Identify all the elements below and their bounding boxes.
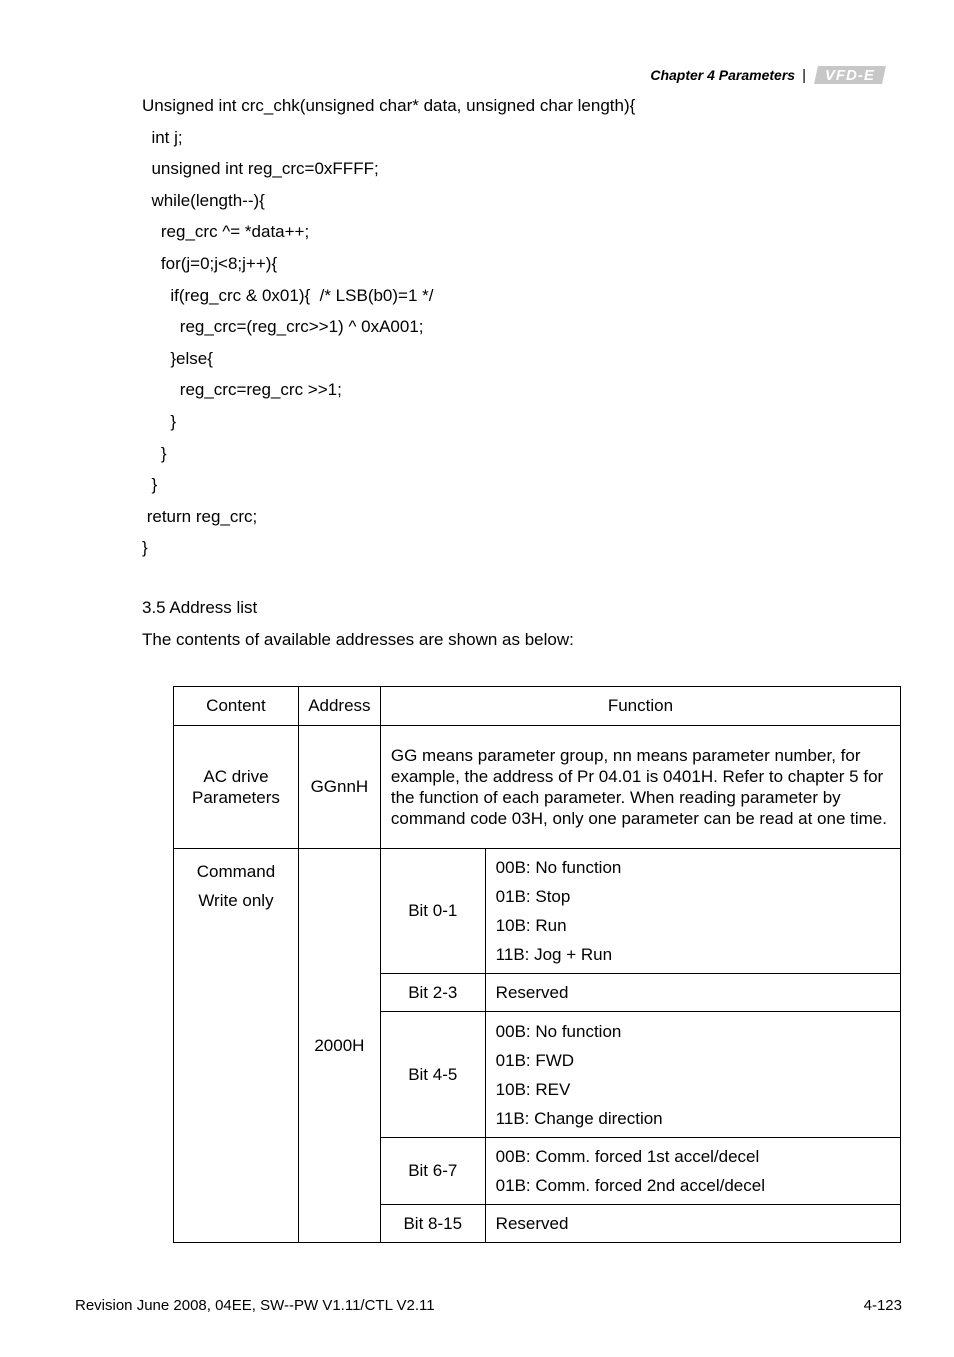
header-address: Address xyxy=(298,687,380,726)
code-line: if(reg_crc & 0x01){ /* LSB(b0)=1 */ xyxy=(142,285,434,305)
vfd-e-logo xyxy=(814,66,886,84)
header-content: Content xyxy=(174,687,299,726)
option-item: Reserved xyxy=(495,1214,569,1233)
code-line: } xyxy=(142,411,177,431)
code-line: } xyxy=(142,475,158,495)
table-row xyxy=(174,849,901,974)
option-item: 01B: Comm. forced 2nd accel/decel xyxy=(495,1176,765,1195)
code-line: unsigned int reg_crc=0xFFFF; xyxy=(142,159,379,179)
bit-label: Bit 0-1 xyxy=(380,849,485,974)
code-line: while(length--){ xyxy=(142,190,265,210)
bit-label: Bit 2-3 xyxy=(380,974,485,1012)
option-item: 00B: No function xyxy=(495,858,622,877)
bit-options xyxy=(485,1012,900,1138)
header-separator: | xyxy=(802,66,806,84)
code-line: }else{ xyxy=(142,348,213,368)
bit-options xyxy=(485,974,900,1012)
bit-label: Bit 8-15 xyxy=(380,1205,485,1243)
code-line: } xyxy=(142,443,167,463)
address-list-table xyxy=(173,686,901,1243)
code-line: Unsigned int crc_chk(unsigned char* data, unsigned char length){ xyxy=(142,96,636,115)
option-item: 10B: REV xyxy=(495,1079,571,1099)
chapter-title: Chapter 4 Parameters xyxy=(650,67,796,83)
bit-label: Bit 4-5 xyxy=(380,1012,485,1138)
command-label: Command xyxy=(196,862,276,881)
bit-options xyxy=(485,1138,900,1205)
function-ggnnh xyxy=(380,726,900,849)
option-item: 11B: Jog + Run xyxy=(495,945,613,964)
option-item: Reserved xyxy=(495,983,569,1002)
write-only-label: Write only xyxy=(198,891,274,910)
code-line: } xyxy=(142,538,148,558)
bit-options xyxy=(485,1205,900,1243)
option-item: 01B: Stop xyxy=(495,887,571,906)
option-item: 11B: Change direction xyxy=(495,1108,663,1128)
code-line: reg_crc=(reg_crc>>1) ^ 0xA001; xyxy=(142,317,424,337)
code-line: return reg_crc; xyxy=(142,506,258,526)
address-ggnnh: GGnnH xyxy=(298,726,380,849)
address-2000h: 2000H xyxy=(298,849,380,1243)
crc-code-block xyxy=(142,90,635,564)
function-text: GG means parameter group, nn means parameter number, for example, the address of Pr 04.01 is 0401H. Refer to chapter 5 for the function of each parameter. When reading parameter by command code 03H, only one parameter can be read at one time. xyxy=(390,746,887,828)
page-header xyxy=(650,66,884,84)
bit-options xyxy=(485,849,900,974)
page-number: 4-123 xyxy=(863,1297,902,1314)
code-line: reg_crc ^= *data++; xyxy=(142,222,310,242)
code-line: for(j=0;j<8;j++){ xyxy=(142,253,278,273)
intro-text: The contents of available addresses are shown as below: xyxy=(142,630,574,649)
option-item: 01B: FWD xyxy=(495,1050,575,1070)
header-function: Function xyxy=(380,687,900,726)
option-item: 00B: No function xyxy=(495,1021,622,1041)
option-item: 00B: Comm. forced 1st accel/decel xyxy=(495,1147,760,1166)
code-line: int j; xyxy=(142,127,183,147)
section-title: 3.5 Address list xyxy=(142,598,258,617)
code-line: reg_crc=reg_crc >>1; xyxy=(142,380,342,400)
bit-label: Bit 6-7 xyxy=(380,1138,485,1205)
footer-revision: Revision June 2008, 04EE, SW--PW V1.11/CTL V2.11 xyxy=(75,1297,435,1314)
content-command xyxy=(174,849,299,1243)
table-row xyxy=(174,726,901,849)
content-ac-drive-parameters: AC drive Parameters xyxy=(174,726,299,849)
table-header-row xyxy=(174,687,901,726)
option-item: 10B: Run xyxy=(495,916,567,935)
logo-text: VFD-E xyxy=(825,66,875,84)
